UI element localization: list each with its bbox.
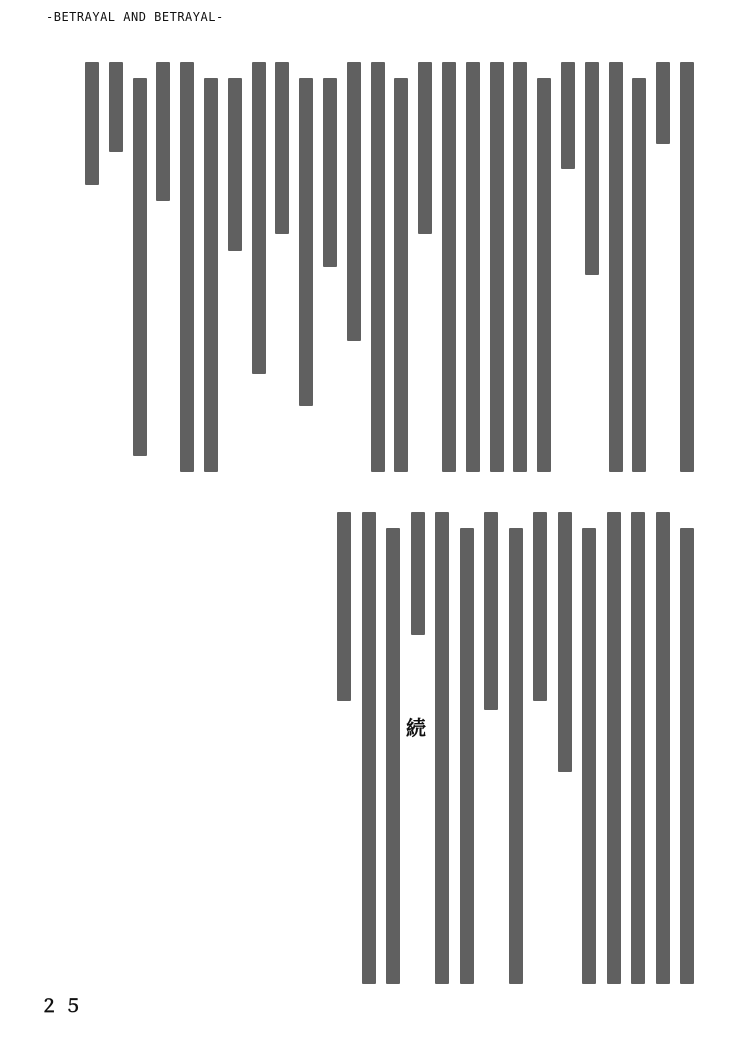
text-column — [228, 78, 242, 251]
text-column — [323, 78, 337, 267]
text-column — [609, 62, 623, 472]
text-column — [680, 528, 694, 984]
text-column — [85, 62, 99, 185]
text-column — [386, 528, 400, 984]
text-column — [347, 62, 361, 341]
text-column — [109, 62, 123, 152]
text-column — [513, 62, 527, 472]
text-column — [490, 62, 504, 472]
text-column — [509, 528, 523, 984]
text-column — [418, 62, 432, 234]
text-column — [607, 512, 621, 984]
text-column — [435, 512, 449, 984]
text-column — [656, 512, 670, 984]
text-column — [275, 62, 289, 234]
page-number: ２５ — [40, 996, 88, 1017]
text-column — [299, 78, 313, 406]
text-column — [460, 528, 474, 984]
text-column — [362, 512, 376, 984]
text-column — [204, 78, 218, 472]
text-column — [156, 62, 170, 201]
text-column — [133, 78, 147, 456]
text-column — [394, 78, 408, 472]
text-column — [466, 62, 480, 472]
text-column — [558, 512, 572, 772]
text-column — [656, 62, 670, 144]
text-column — [442, 62, 456, 472]
text-column — [537, 78, 551, 472]
text-column — [252, 62, 266, 374]
text-column — [631, 512, 645, 984]
text-column — [632, 78, 646, 472]
text-column — [411, 512, 425, 635]
text-column — [337, 512, 351, 701]
text-column — [533, 512, 547, 701]
text-column — [484, 512, 498, 710]
text-column — [561, 62, 575, 169]
text-column — [180, 62, 194, 472]
running-header: -BETRAYAL AND BETRAYAL- — [46, 10, 224, 24]
to-be-continued-mark: 続 — [406, 716, 426, 740]
text-column — [371, 62, 385, 472]
text-column — [680, 62, 694, 472]
text-column — [582, 528, 596, 984]
text-column — [585, 62, 599, 275]
